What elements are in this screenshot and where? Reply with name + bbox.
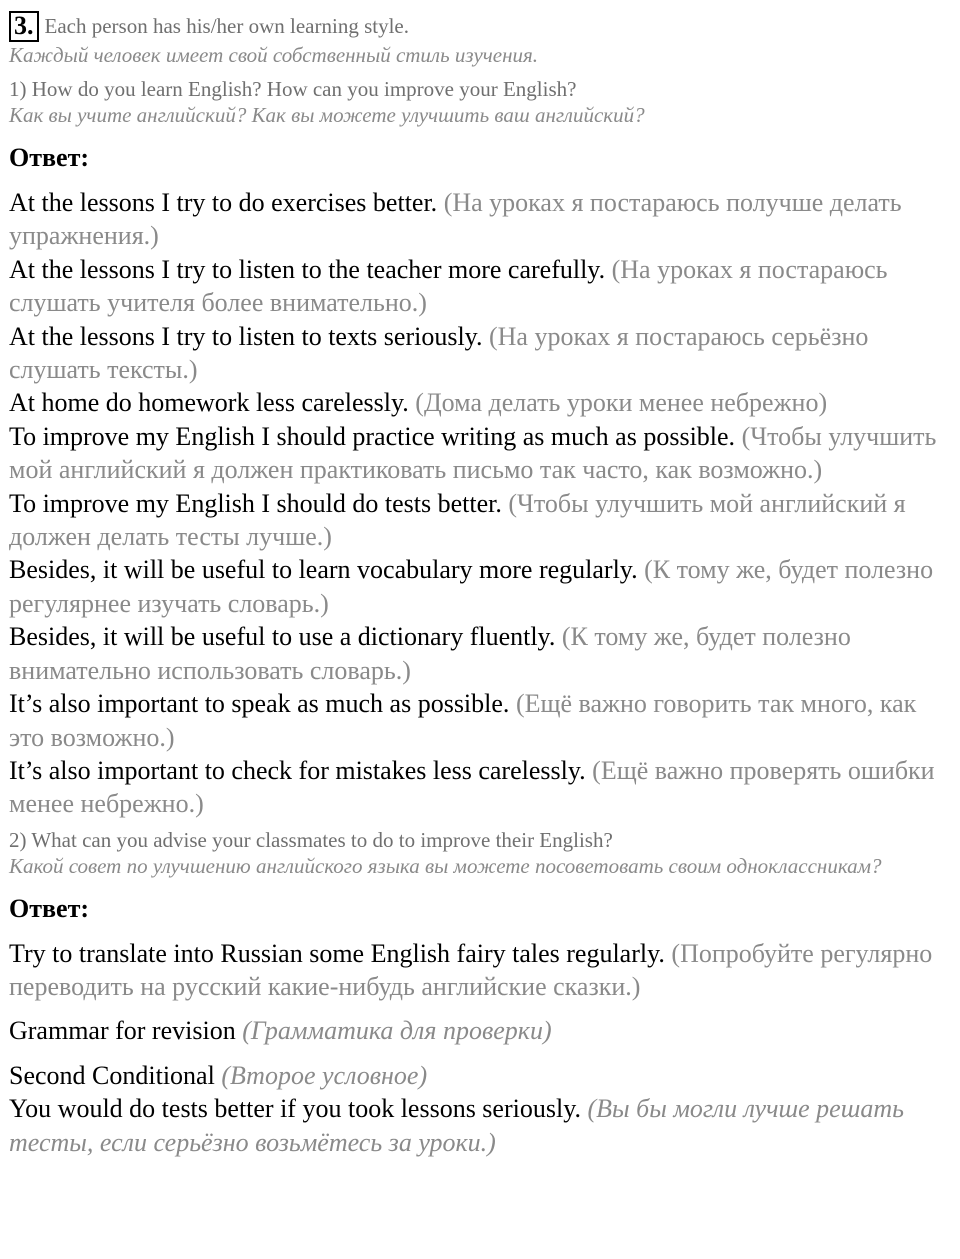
answer-en: To improve my English I should do tests better. bbox=[9, 488, 502, 518]
answer-en: It’s also important to speak as much as possible. bbox=[9, 689, 510, 719]
answer-label-1: Ответ: bbox=[9, 143, 90, 172]
task-title-ru: Каждый человек имеет свой собственный стиль изучения. bbox=[9, 43, 539, 67]
page bbox=[9, 10, 954, 1159]
answer-item bbox=[9, 620, 954, 687]
answer-ru: (Дома делать уроки менее небрежно) bbox=[415, 388, 828, 418]
answer-en: At home do homework less carelessly. bbox=[9, 388, 409, 418]
example-sentence bbox=[9, 1092, 954, 1159]
answer-item bbox=[9, 386, 954, 419]
question-1 bbox=[9, 76, 954, 128]
grammar-heading bbox=[9, 1014, 954, 1047]
answers-list-1 bbox=[9, 186, 954, 821]
answer-ru: (Ещё важно проверять ошибки менее небрежно.) bbox=[9, 755, 935, 819]
question-2 bbox=[9, 827, 954, 879]
conditional-ru: (Второе условное) bbox=[221, 1060, 428, 1090]
answer-ru: (Чтобы улучшить мой английский я должен практиковать письмо так часто, как возможно.) bbox=[9, 421, 937, 485]
answer-en: To improve my English I should practice writing as much as possible. bbox=[9, 421, 736, 451]
answer-2-ru: (Попробуйте регулярно переводить на русский какие-нибудь английские сказки.) bbox=[9, 938, 933, 1002]
answer-2-en: Try to translate into Russian some English fairy tales regularly. bbox=[9, 938, 665, 968]
conditional-en: Second Conditional bbox=[9, 1060, 215, 1090]
answer-2 bbox=[9, 937, 954, 1004]
answer-item bbox=[9, 253, 954, 320]
answer-item bbox=[9, 420, 954, 487]
task-header bbox=[9, 10, 954, 42]
answer-ru: (Ещё важно говорить так много, как это возможно.) bbox=[9, 689, 917, 752]
answer-en: Besides, it will be useful to learn vocabulary more regularly. bbox=[9, 555, 638, 585]
example-en: You would do tests better if you took lessons seriously. bbox=[9, 1094, 581, 1124]
grammar-en: Grammar for revision bbox=[9, 1015, 236, 1045]
answer-en: At the lessons I try to listen to the teacher more carefully. bbox=[9, 254, 606, 284]
answer-ru: (Чтобы улучшить мой английский я должен делать тесты лучше.) bbox=[9, 488, 906, 552]
answer-en: At the lessons I try to do exercises better. bbox=[9, 188, 438, 217]
answer-ru: (К тому же, будет полезно регулярнее изучать словарь.) bbox=[9, 555, 934, 618]
question-1-ru: Как вы учите английский? Как вы можете улучшить ваш английский? bbox=[9, 103, 645, 127]
answer-item bbox=[9, 320, 954, 387]
question-2-ru: Какой совет по улучшению английского языка вы можете посоветовать своим одноклассникам? bbox=[9, 853, 882, 878]
answer-en: Besides, it will be useful to use a dictionary fluently. bbox=[9, 622, 556, 652]
answer-label-2: Ответ: bbox=[9, 893, 90, 923]
answer-en: It’s also important to check for mistakes less carelessly. bbox=[9, 755, 586, 785]
answer-ru: (На уроках я постараюсь серьёзно слушать тексты.) bbox=[9, 321, 869, 385]
answer-ru: (На уроках я постараюсь слушать учителя более внимательно.) bbox=[9, 254, 888, 318]
answer-item bbox=[9, 687, 954, 754]
conditional-heading bbox=[9, 1059, 954, 1092]
answer-en: At the lessons I try to listen to texts seriously. bbox=[9, 321, 483, 351]
task-title-en: Each person has his/her own learning style. bbox=[44, 14, 409, 38]
grammar-ru: (Грамматика для проверки) bbox=[242, 1015, 552, 1045]
answer-item bbox=[9, 553, 954, 620]
task-number: 3. bbox=[9, 11, 39, 42]
answer-item bbox=[9, 487, 954, 554]
question-1-en: 1) How do you learn English? How can you improve your English? bbox=[9, 77, 577, 101]
answer-ru: (На уроках я постараюсь получше делать упражнения.) bbox=[9, 188, 902, 251]
answer-item bbox=[9, 754, 954, 821]
example-ru: (Вы бы могли лучше решать тесты, если серьёзно возьмётесь за уроки.) bbox=[9, 1094, 904, 1157]
answer-ru: (К тому же, будет полезно внимательно использовать словарь.) bbox=[9, 622, 851, 685]
question-2-en: 2) What can you advise your classmates to do to improve their English? bbox=[9, 827, 613, 852]
answer-item bbox=[9, 186, 954, 253]
